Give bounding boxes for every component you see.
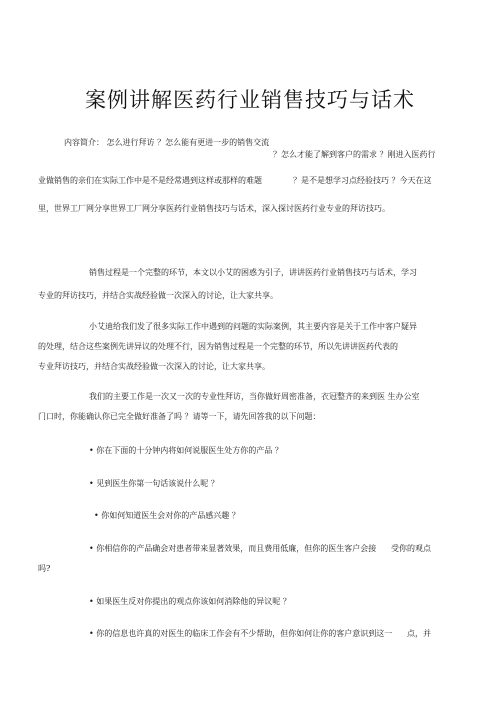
para3-line-2: 门口时，你能确认你已完全做好准备了吗 ？请等一下，请先回答我的以下问题： — [38, 412, 321, 421]
page-title: 案例讲解医药行业销售技巧与话术 — [85, 88, 415, 112]
question-6b: 点，并 — [407, 629, 431, 638]
question-3: • 你如何知道医生会对你的产品感兴趣 ？ — [94, 511, 240, 520]
intro-line-3a: 业做销售的亲们在实际工作中是不是经常遇到这样或那样的难题 — [38, 176, 262, 185]
intro-line-3b: ？是不是想学习点经验技巧 ？今天在这 — [293, 176, 432, 185]
question-4b: 受你的观点 — [391, 544, 431, 553]
question-6a: • 你的信息也许真的对医生的临床工作会有不少帮助，但你如何让你的客户意识到这一 — [89, 629, 393, 638]
para3-line-1: 我们的主要工作是一次又一次的专业性拜访，当你做好周密准备，衣冠整齐的来到医 生办公室 — [89, 392, 420, 401]
question-2: • 见到医生你第一句话该说什么呢 ？ — [89, 479, 219, 488]
para1-line-2: 专业的拜访技巧，并结合实战经验做一次深入的讨论，让大家共享。 — [38, 291, 278, 300]
para2-line-3: 专业拜访技巧，并结合实战经验做一次深入的讨论，让大家共享。 — [38, 362, 270, 371]
intro-line-2: ？怎么才能了解到客户的需求 ？刚进入医药行 — [273, 150, 436, 159]
para2-line-1: 小艾迪给我们发了很多实际工作中遇到的问题的实际案例，其主要内容是关于工作中客户疑异 — [89, 322, 417, 331]
question-4a: • 你相信你的产品确会对患者带来显著效果，而且费用低廉，但你的医生客户会接 — [89, 544, 377, 553]
para1-line-1: 销售过程是一个完整的环节，本文以小艾的困惑为引子，讲讲医药行业销售技巧与话术，学习 — [89, 268, 417, 277]
question-1: • 你在下面的十分钟内将如何说服医生处方你的产品 ？ — [89, 446, 283, 455]
para2-line-2: 的处理，结合这些案例先讲异议的处理不行，因为销售过程是一个完整的环节，所以先讲讲医药代表的 — [38, 342, 398, 351]
question-5: • 如果医生反对你提出的观点你该如何消除他的异议呢 ？ — [89, 597, 291, 606]
intro-line-4: 里，世界工厂网分享世界工厂网分享医药行业销售技巧与话术，深入探讨医药行业专业的拜访技巧。 — [38, 204, 390, 213]
question-4c: 吗? — [38, 564, 51, 573]
intro-line-1: 内容简介： 怎么进行拜访 ？怎么能有更进一步的销售交流 — [64, 138, 270, 147]
